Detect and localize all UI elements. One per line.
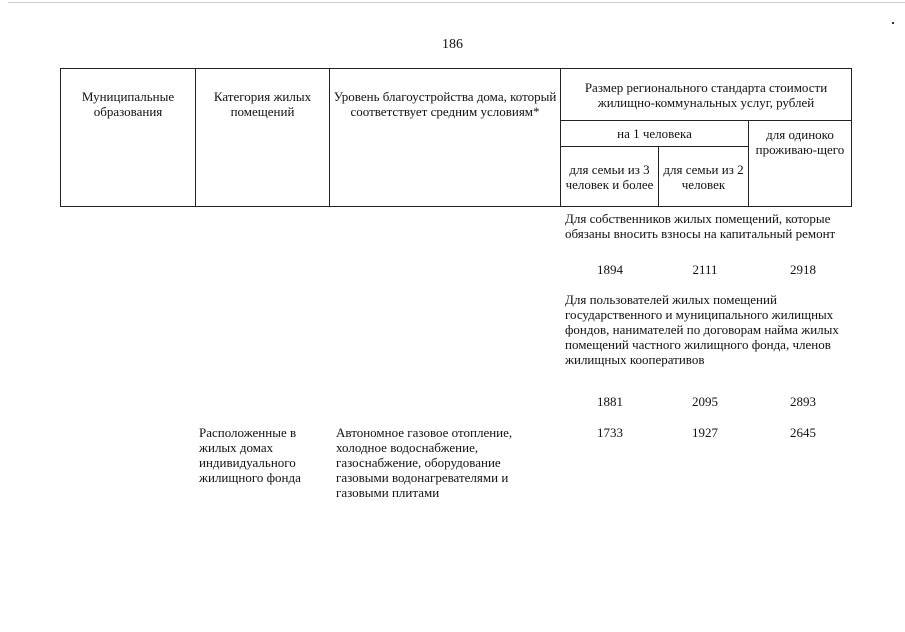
owners-single-value: 2918 [790,262,816,277]
header-housing-category: Категория жилых помещений [196,69,330,207]
header-family-2: для семьи из 2 человек [659,147,749,207]
owners-family3-value: 1894 [597,262,623,277]
individual-family3-value: 1733 [597,425,623,440]
page-number: 186 [442,37,463,52]
individual-single-value: 2645 [790,425,816,440]
row-comfort-level-gas: Автономное газовое отопление, холодное водоснабжение, газоснабжение, оборудование газовыми водонагревателями и газовыми плитами [336,425,513,500]
header-comfort-level: Уровень благоустройства дома, который соответствует средним условиям* [330,69,561,207]
scan-edge-line [8,2,905,3]
header-single-resident: для одиноко проживаю-щего [749,121,852,207]
header-family-3-plus: для семьи из 3 человек и более [561,147,659,207]
owners-family2-value: 2111 [692,262,718,277]
header-regional-standard: Размер регионального стандарта стоимости жилищно-коммунальных услуг, рублей [561,69,852,121]
individual-family2-value: 1927 [692,425,718,440]
scan-mark [892,22,894,24]
row-category-individual-fund: Расположенные в жилых домах индивидуального жилищного фонда [199,425,301,485]
header-per-person: на 1 человека [561,121,749,147]
tenants-family2-value: 2095 [692,394,718,409]
section-owners-label: Для собственников жилых помещений, которые обязаны вносить взносы на капитальный ремонт [565,211,836,241]
standard-table-header [60,68,852,207]
tenants-single-value: 2893 [790,394,816,409]
tenants-family3-value: 1881 [597,394,623,409]
section-tenants-label: Для пользователей жилых помещений государственного и муниципального жилищных фондов, нанимателей по договорам найма жилых помещений частного жилищного фонда, членов жилищных кооперативов [565,292,839,367]
header-municipalities: Муниципальные образования [61,69,196,207]
